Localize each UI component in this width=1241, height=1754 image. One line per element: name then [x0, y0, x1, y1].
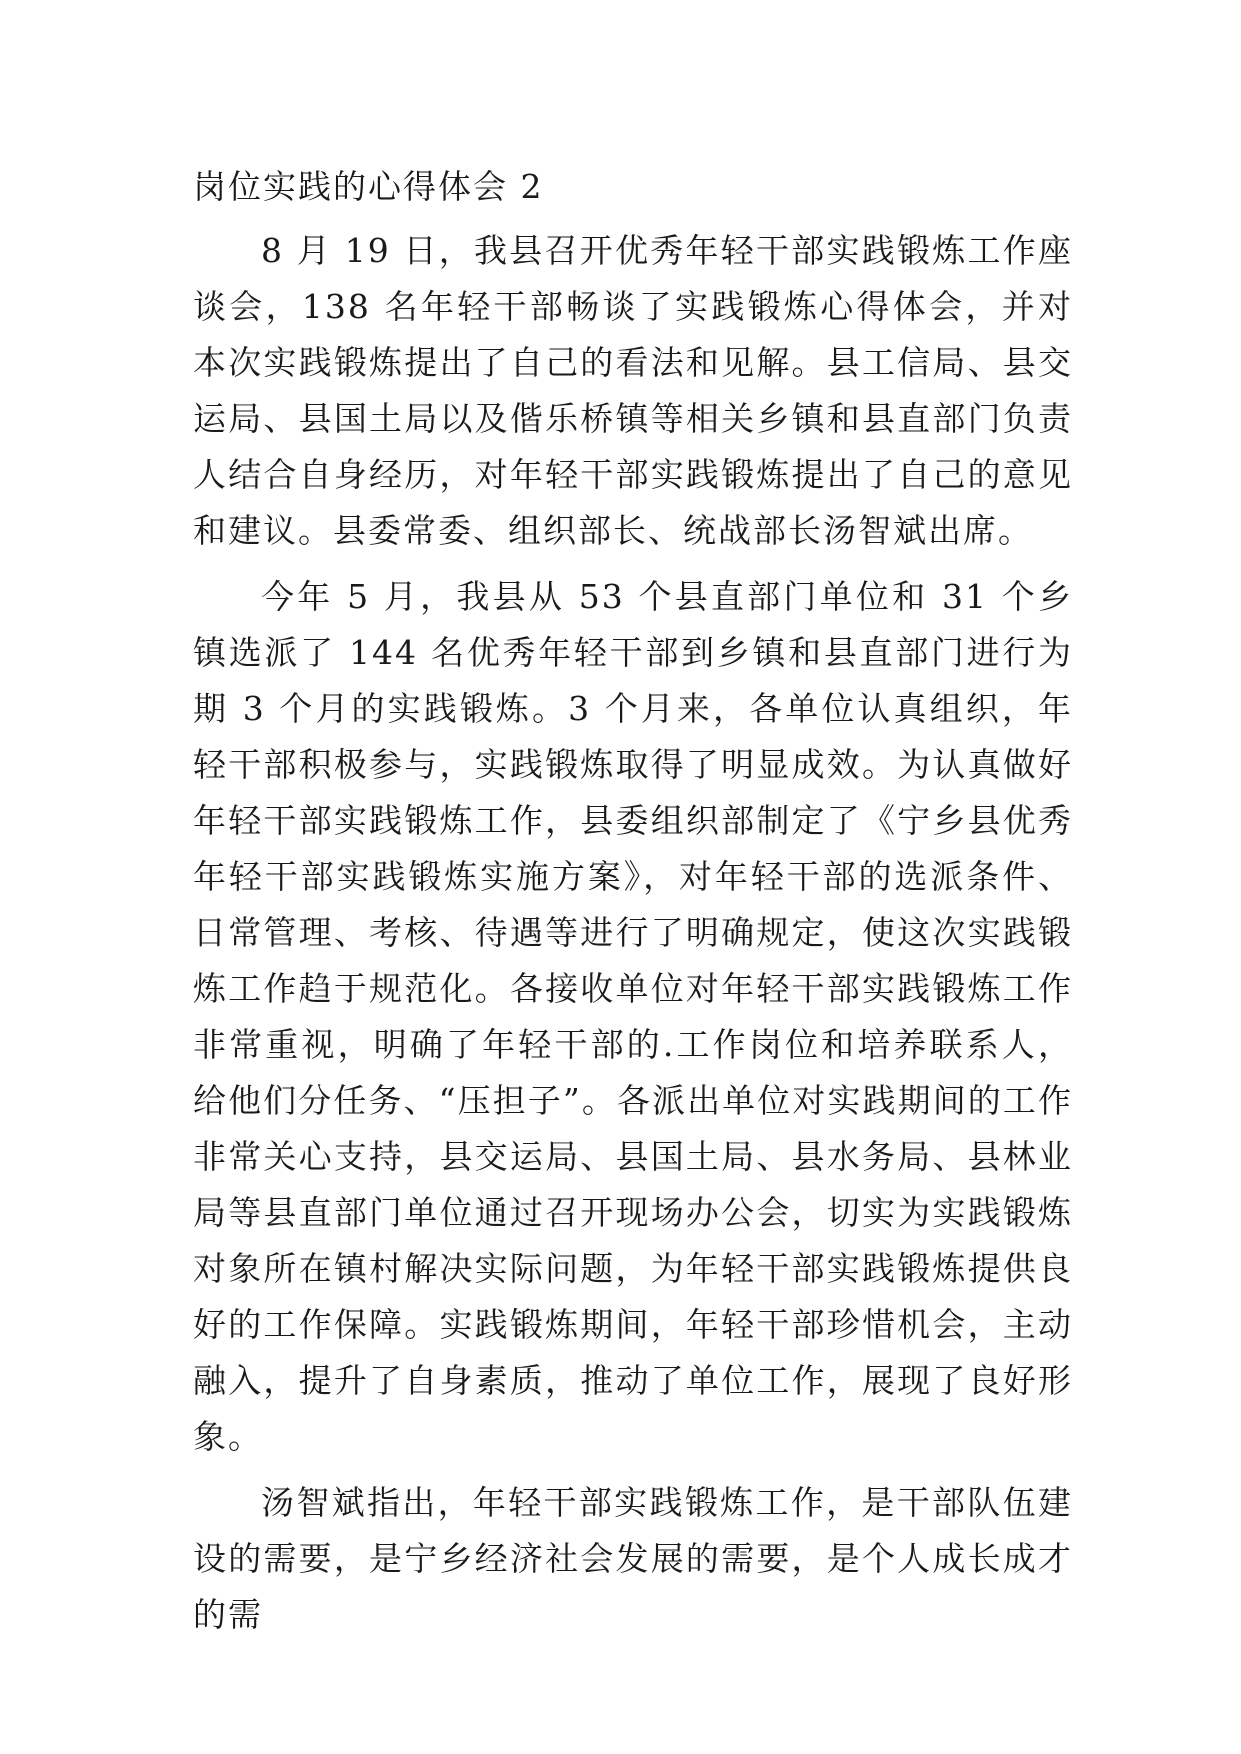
paragraph-remarks: 汤智斌指出，年轻干部实践锻炼工作，是干部队伍建设的需要，是宁乡经济社会发展的需要，是个人成长成才的需	[193, 1483, 1073, 1634]
paragraph-selection: 今年 5 月，我县从 53 个县直部门单位和 31 个乡镇选派了 144 名优秀年轻干部到乡镇和县直部门进行为期 3 个月的实践锻炼。3 个月来，各单位认真组织，年轻干部积极参与，实践锻炼取得了明显成效。为认真做好年轻干部实践锻炼工作，县委组织部制定了《宁乡县优秀年轻干部实践锻炼实施方案》，对年轻干部的选派条件、日常管理、考核、待遇等进行了明确规定，使这次实践锻炼工作趋于规范化。各接收单位对年轻干部实践锻炼工作非常重视，明确了年轻干部的.工作岗位和培养联系人，给他们分任务、“压担子”。各派出单位对实践期间的工作非常关心支持，县交运局、县国土局、县水务局、县林业局等县直部门单位通过召开现场办公会，切实为实践锻炼对象所在镇村解决实际问题，为年轻干部实践锻炼提供良好的工作保障。实践锻炼期间，年轻干部珍惜机会，主动融入，提升了自身素质，推动了单位工作，展现了良好形象。	[193, 577, 1073, 1456]
paragraph-meeting: 8 月 19 日，我县召开优秀年轻干部实践锻炼工作座谈会，138 名年轻干部畅谈了实践锻炼心得体会，并对本次实践锻炼提出了自己的看法和见解。县工信局、县交运局、县国土局以及偕乐桥镇等相关乡镇和县直部门负责人结合自身经历，对年轻干部实践锻炼提出了自己的意见和建议。县委常委、组织部长、统战部长汤智斌出席。	[193, 231, 1073, 550]
document-title: 岗位实践的心得体会 2	[193, 167, 544, 206]
document-body	[193, 162, 1073, 1653]
